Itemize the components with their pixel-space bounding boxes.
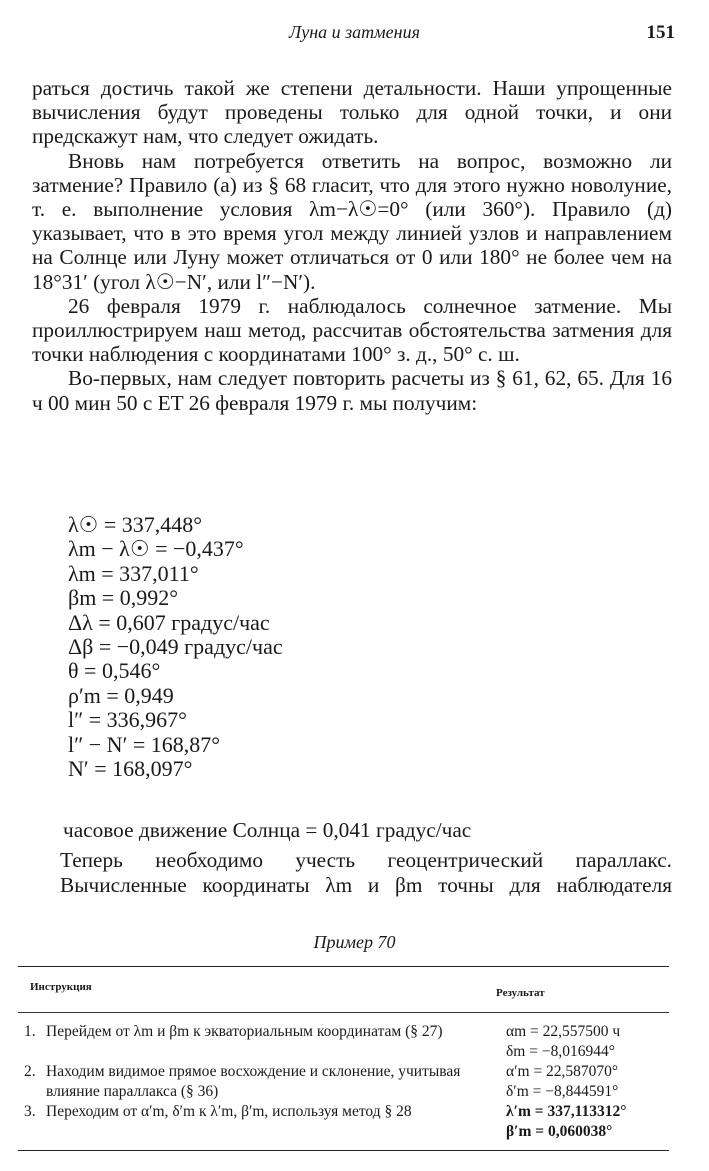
table-rule-top bbox=[18, 966, 669, 967]
formula-line: λm = 337,011° bbox=[68, 560, 199, 586]
running-title: Луна и затмения bbox=[289, 22, 420, 42]
result-value: δ′m = −8,844591° bbox=[506, 1083, 619, 1100]
formula-line: θ = 0,546° bbox=[68, 658, 161, 684]
page-number: 151 bbox=[646, 22, 675, 43]
column-header-instruction: Инструкция bbox=[30, 981, 92, 993]
running-header bbox=[0, 20, 709, 46]
formula-line: λm − λ☉ = −0,437° bbox=[68, 536, 244, 562]
row-instruction: Переходим от α′m, δ′m к λ′m, β′m, используя метод § 28 bbox=[46, 1103, 412, 1120]
table-rule-bottom bbox=[18, 1150, 669, 1151]
column-header-result: Результат bbox=[496, 987, 545, 999]
row-number: 3. bbox=[24, 1103, 36, 1120]
example-caption: Пример 70 bbox=[313, 932, 396, 952]
result-value: δm = −8,016944° bbox=[506, 1043, 615, 1060]
formula-line: l″ − N′ = 168,87° bbox=[68, 731, 221, 757]
row-number: 2. bbox=[24, 1063, 36, 1080]
formula-line: βm = 0,992° bbox=[68, 585, 179, 611]
hourly-motion-line: часовое движение Солнца = 0,041 градус/час bbox=[63, 818, 472, 842]
formula-line: Δλ = 0,607 градус/час bbox=[68, 609, 270, 635]
paragraph-continued: раться достичь такой же степени детальности. Наши упрощенные вычисления будут проведены только для одной точки, и они предскажут нам, что следует ожидать. bbox=[32, 76, 672, 149]
parallax-line-1: Теперь необходимо учесть геоцентрический параллакс. bbox=[60, 848, 672, 872]
row-result bbox=[506, 1102, 666, 1142]
row-instruction: Находим видимое прямое восхождение и склонение, учитывая влияние параллакса (§ 36) bbox=[46, 1063, 461, 1100]
formula-line: ρ′m = 0,949 bbox=[68, 682, 174, 708]
paragraph-first-steps: Во-первых, нам следует повторить расчеты из § 61, 62, 65. Для 16 ч 00 мин 50 с ET 26 февраля 1979 г. мы получим: bbox=[32, 366, 672, 415]
table-rule-header bbox=[18, 1012, 669, 1013]
formula-line: λ☉ = 337,448° bbox=[68, 512, 203, 537]
result-value: β′m = 0,060038° bbox=[506, 1123, 613, 1140]
row-number: 1. bbox=[24, 1023, 36, 1040]
parallax-line-2: Вычисленные координаты λm и βm точны для наблюдателя bbox=[60, 873, 672, 897]
paragraph-eclipse-date: 26 февраля 1979 г. наблюдалось солнечное затмение. Мы проиллюстрируем наш метод, рассчитав обстоятельства затмения для точки наблюдения с координатами 100° з. д., 50° с. ш. bbox=[32, 293, 672, 367]
result-value: λ′m = 337,113312° bbox=[506, 1103, 627, 1120]
formula-line: l″ = 336,967° bbox=[68, 707, 187, 733]
formula-list bbox=[68, 513, 283, 781]
row-instruction: Перейдем от λm и βm к экваториальным координатам (§ 27) bbox=[46, 1023, 443, 1040]
result-value: α′m = 22,587070° bbox=[506, 1063, 619, 1080]
parallax-text bbox=[32, 848, 672, 898]
row-result bbox=[506, 1062, 666, 1102]
paragraph-eclipse-rules: Вновь нам потребуется ответить на вопрос, возможно ли затмение? Правило (а) из § 68 гласит, что для этого нужно новолуние, т. е. выполнение условия λm−λ☉=0° (или 360°). Правило (д) указывает, что в это время угол между линией узлов и направлением на Солнце или Луну может отличаться от 0 или 180° не более чем на 18°31′ (угол λ☉−N′, или l″−N′). bbox=[32, 148, 672, 294]
result-value: αm = 22,557500 ч bbox=[506, 1023, 621, 1040]
formula-line: Δβ = −0,049 градус/час bbox=[68, 634, 283, 660]
row-result bbox=[506, 1022, 666, 1062]
formula-line: N′ = 168,097° bbox=[68, 756, 193, 782]
body-text bbox=[32, 76, 672, 415]
